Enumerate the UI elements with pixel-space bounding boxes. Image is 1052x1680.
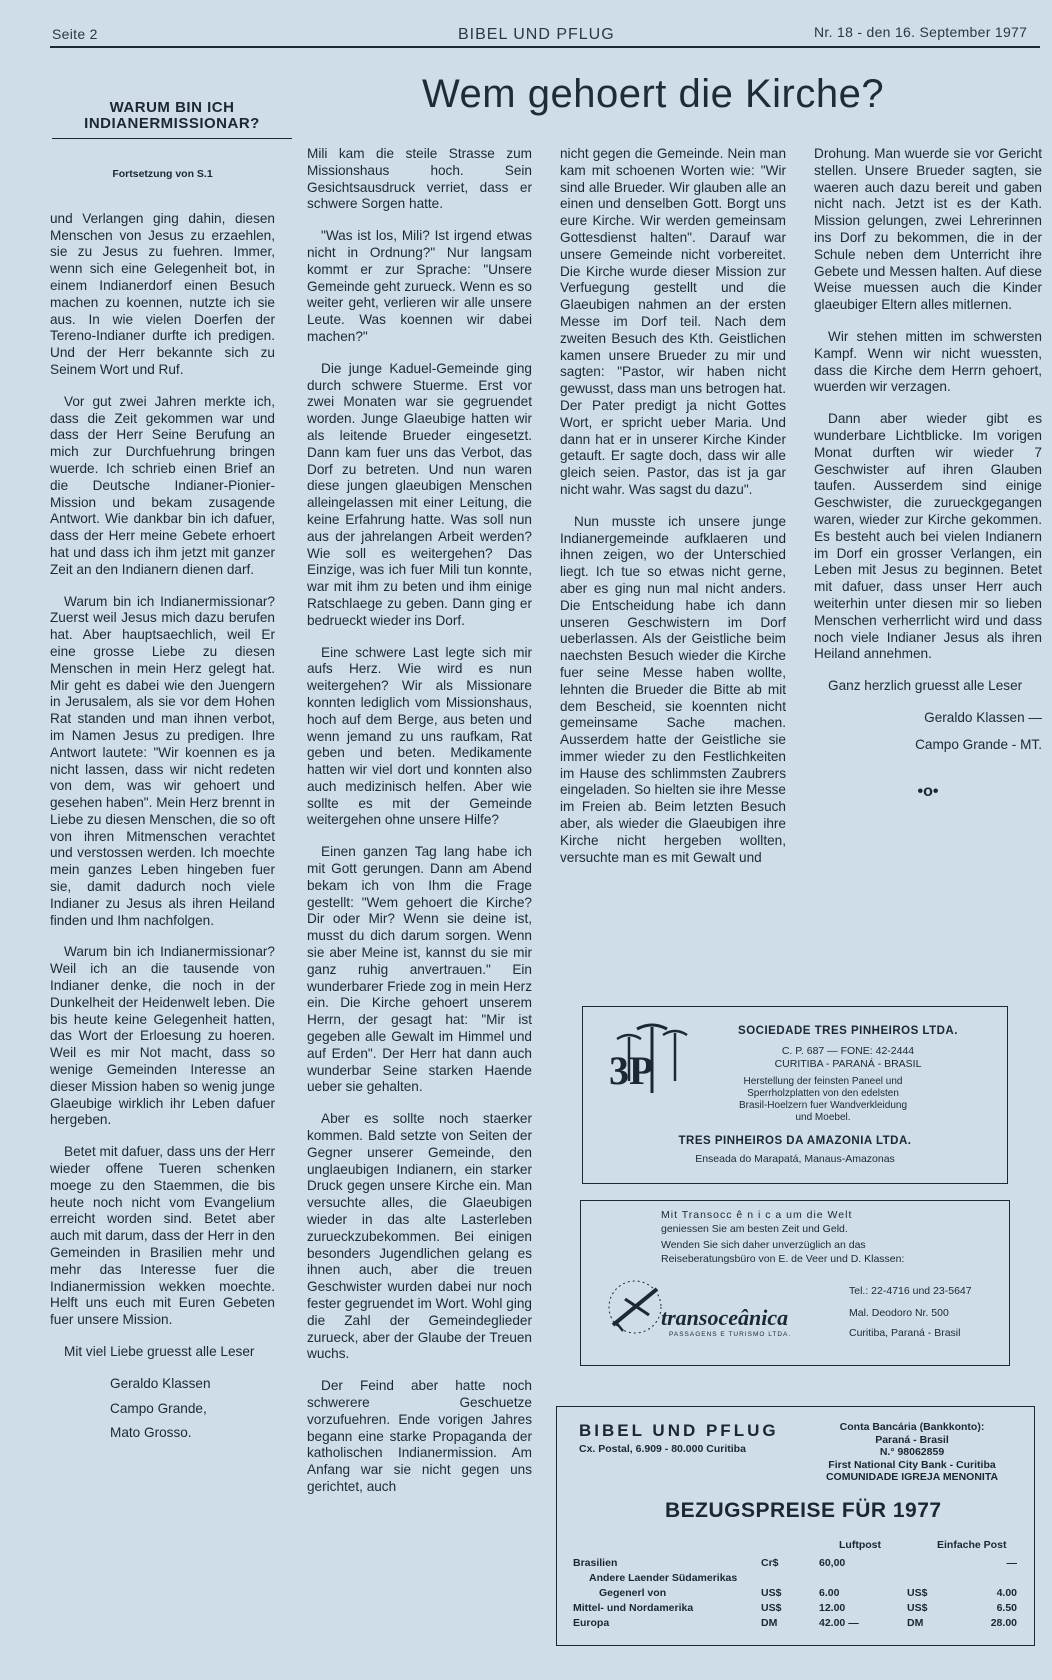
paragraph: Ganz herzlich gruesst alle Leser <box>828 678 1023 694</box>
ad-desc: Brasil-Hoelzern fuer Wandverkleidung <box>738 1100 908 1111</box>
paragraph: Warum bin ich Indianermissionar? Weil ich an die tausende von Indianer denke, die noch in der Dunkelheit der Heidenwelt leben. Die bis heute keine Gelegenheit hatten, das Wort der Erloesung zu hoeren. Weil es mir Not macht, dass so wenige Gemeinden Interesse an dieser Mission haben so wenig junge Glaeubige wirklich ihr Leben dafuer hergeben. <box>50 944 275 1128</box>
continued-note: Fortsetzung von S.1 <box>112 168 213 180</box>
ad-line: Wenden Sie sich daher unverzüglich an das <box>661 1239 866 1251</box>
table-row <box>569 1570 1021 1585</box>
air-price <box>815 1570 903 1585</box>
end-mark: •o• <box>917 782 939 800</box>
signature-name: Geraldo Klassen — <box>924 709 1042 725</box>
bank-holder: COMUNIDADE IGREJA MENONITA <box>825 1471 999 1483</box>
currency <box>903 1555 951 1570</box>
region: Gegenerl von <box>599 1586 667 1599</box>
col-air: Luftpost <box>839 1539 881 1551</box>
ad-desc: Sperrholzplatten von den edelsten <box>747 1088 899 1099</box>
sub-postal: Cx. Postal, 6.909 - 80.000 Curitiba <box>579 1443 746 1455</box>
bank-state: Paraná - Brasil <box>875 1433 949 1446</box>
bank-number: N.° 98062859 <box>879 1446 945 1458</box>
currency: DM <box>907 1616 924 1629</box>
ad-city: CURITIBA - PARANÁ - BRASIL <box>774 1058 922 1070</box>
subtitle-line-2: INDIANERMISSIONAR? <box>84 115 260 132</box>
col-simple: Einfache Post <box>937 1539 1007 1551</box>
ad-tel: Tel.: 22-4716 und 23-5647 <box>849 1285 972 1297</box>
issue-info: Nr. 18 - den 16. September 1977 <box>814 24 1028 40</box>
ad-logo-text: 3P <box>609 1048 654 1093</box>
paragraph: Eine schwere Last legte sich mir aufs Herz. Wie wird es nun weitergehen? Wir als Missionare konnten lediglich vom Missionshaus, hoch auf dem Berge, aus beten und wenn jemand zu uns raufkam, Rat geben und beten. Medikamente hatten wir viel dort und konnten also auch medizinisch helfen. Aber wie sollte es mit der Gemeinde weitergehen ohne unsere Hilfe? <box>307 644 532 828</box>
paragraph: Aber es sollte noch staerker kommen. Bald setzte von Seiten der Gegner unserer Gemeinde, den unglaeubigen Indianern, ein starker Druck gegen unsere Kirche ein. Man versuchte alles, die Glaeubigen wieder in das alte Lasterleben zurueckzubekommen. Bei einigen besonders Jugendlichen gelang es ihnen auch, aber die treuen Geschwister wurden dabei nur noch fester gegruendet im Wort. Wohl ging die Zahl der Gemeindeglieder zurueck, aber der Glaube der Treuen wuchs. <box>307 1111 532 1362</box>
ad-transoceanica <box>580 1200 1010 1366</box>
paragraph: Betet mit dafuer, dass uns der Herr wieder offene Tueren schenken moege zu den Staemmen, die bis heute noch nicht vom Evangelium erreicht worden sind. Betet aber auch mit darum, dass der Herr in den Gemeinden in Brasilien mehr und mehr das Interesse fuer die Indianermission wekken moechte. Helft uns euch mit Euren Gebeten fuer unsere Mission. <box>50 1144 275 1328</box>
subscription-box <box>556 1406 1035 1646</box>
subtitle-rule <box>52 138 292 139</box>
currency <box>903 1570 951 1585</box>
table-row <box>569 1555 1021 1570</box>
simple-price: 28.00 <box>990 1616 1017 1629</box>
simple-price: 6.50 <box>996 1601 1017 1614</box>
ad-line: geniessen Sie am besten Zeit und Geld. <box>661 1223 848 1235</box>
air-price: 60,00 <box>819 1556 846 1569</box>
bank-title: Conta Bancária (Bankkonto): <box>839 1421 985 1433</box>
region: Brasilien <box>573 1556 618 1569</box>
table-row <box>569 1615 1021 1630</box>
subtitle-line-1: WARUM BIN ICH <box>109 99 235 116</box>
signature-region: Mato Grosso. <box>110 1425 192 1441</box>
paragraph: "Was ist los, Mili? Ist irgend etwas nicht in Ordnung?" Nur langsam kommt er zur Sprache: "Unsere Gemeinde geht zurueck. Wenn es so weiter geht, verlieren wir alle unsere Leute. Was koennen wir dabei machen?" <box>307 228 532 344</box>
paragraph: Mili kam die steile Strasse zum Missionshaus hoch. Sein Gesichtsausdruck verriet, dass er schwere Sorgen hatte. <box>307 146 532 212</box>
region: Europa <box>573 1616 610 1629</box>
signature-name: Geraldo Klassen <box>110 1375 211 1391</box>
currency: US$ <box>761 1586 782 1599</box>
table-row <box>569 1585 1021 1600</box>
currency: US$ <box>761 1601 782 1614</box>
currency <box>757 1570 815 1585</box>
currency: US$ <box>907 1586 928 1599</box>
article-subtitle <box>52 100 292 132</box>
ad-company-2: TRES PINHEIROS DA AMAZONIA LTDA. <box>678 1135 912 1147</box>
ad-street: Mal. Deodoro Nr. 500 <box>849 1307 949 1319</box>
paragraph: Wir stehen mitten im schwersten Kampf. Wenn wir nicht wuessten, dass die Kirche dem Herrn gehoert, wuerden wir verzagen. <box>814 328 1042 395</box>
ad-desc: und Moebel. <box>795 1112 851 1123</box>
currency: DM <box>761 1616 778 1629</box>
paragraph: Einen ganzen Tag lang habe ich mit Gott gerungen. Dann am Abend bekam ich von Ihm die Frage gestellt: "Wem gehoert die Kirche? Dir oder Mir? Wenn sie deine ist, musst du dich darum sorgen. Wenn sie aber Meine ist, kannst du sie mir ganz ruhig anvertrauen." Ein wunderbarer Friede zog in mein Herz ein. Die Kirche gehoert unserem Herrn, der gesagt hat: "Mir ist gegeben alle Gewalt im Himmel und auf Erden". Der Herr hat dann auch wunderbar Seine starken Haende ueber sie gehalten. <box>307 844 532 1095</box>
ad-desc: Herstellung der feinsten Paneel und <box>743 1076 903 1087</box>
paragraph: Vor gut zwei Jahren merkte ich, dass die Zeit gekommen war und dass der Herr Seine Berufung an mich zur Durchfuehrung bringen wuerde. Ich schrieb einen Brief an die Deutsche Indianer-Pionier-Mission und bekam zusagende Antwort. Wie dankbar bin ich dafuer, dass der Herr meine Gebete erhoert hat und dass ich ihm jetzt mit ganzer Zeit an den Indianern dienen darf. <box>50 393 275 577</box>
paragraph: Dann aber wieder gibt es wunderbare Lichtblicke. Im vorigen Monat durften wir wieder 7 Geschwister auf ihren Glauben taufen. Ausserdem sind einige Geschwister, die zurueckgegangen waren, wieder zur Kirche gekommen. Es besteht auch bei vielen Indianern im Dorf ein grosser Verlangen, ein Leben mit Jesus zu beginnen. Betet mit dafuer, dass unser Herr auch weiterhin unter diesen mir so lieben Menschen verherrlicht wird und dass noch viele Indianer Jesus als ihren Heiland annehmen. <box>814 411 1042 662</box>
airplane-icon <box>605 1277 665 1337</box>
column-1 <box>50 160 275 1450</box>
paragraph: Warum bin ich Indianermissionar? Zuerst weil Jesus mich dazu berufen hat. Aber hauptsaechlich, weil Er eine grosse Liebe zu diesen Menschen in mein Herz gelegt hat. Mir geht es dabei wie den Juengern in Jerusalem, als sie vor dem Hohen Rat standen und man ihnen verbot, im Namen Jesus zu predigen. Ihre Antwort lautete: "Wir koennen es ja nicht lassen, dass wir nicht redeten von dem, was wir gehoert und gesehen haben". Mein Herz brennt in Liebe zu diesen Menschen, die so oft von ihren Mitmenschen verachtet und verstossen werden. Ich moechte mein ganzes Leben hingeben fuer sie, damit dadurch noch viele Indianer zu Jesus als ihren Heiland finden und Ihm nachfolgen. <box>50 593 275 928</box>
column-3 <box>560 146 786 881</box>
price-table <box>569 1555 1021 1630</box>
paper-name: BIBEL UND PFLUG <box>458 26 615 43</box>
currency: US$ <box>907 1601 928 1614</box>
sub-paper-name: BIBEL UND PFLUG <box>579 1421 779 1440</box>
air-price: 6.00 <box>819 1586 840 1599</box>
paragraph: und Verlangen ging dahin, diesen Menschen von Jesus zu erzaehlen, sie zu Jesus zu fuehren. Immer, wenn sich eine Gelegenheit bot, in einem Indianerdorf einen Besuch machen zu koennen, nutzte ich sie aus. In wie vielen Doerfen der Tereno-Indianer durfte ich predigen. Und der Herr bekannte sich zu Seinem Wort und Ruf. <box>50 210 275 377</box>
table-row <box>569 1600 1021 1615</box>
paragraph: Mit viel Liebe gruesst alle Leser <box>64 1344 255 1359</box>
page-number: Seite 2 <box>52 26 98 42</box>
article-title: Wem gehoert die Kirche? <box>422 72 885 116</box>
signature-place: Campo Grande - MT. <box>915 736 1042 752</box>
region: Mittel- und Nordamerika <box>573 1601 694 1614</box>
ad-city: Curitiba, Paraná - Brasil <box>849 1327 961 1339</box>
paragraph: Die junge Kaduel-Gemeinde ging durch schwere Stuerme. Erst vor zwei Monaten war sie gegruendet worden. Junge Glaeubige hatten wir als leitende Brueder eingesetzt. Dann kam fuer uns das Verbot, das Dorf zu betreten. Und nun waren diese jungen glaeubigen Menschen alleingelassen mit einer Leitung, die keine Erfahrung hatte. Was soll nun aus der jahrelangen Arbeit werden? Wie soll es weitergehen? Das Einzige, was ich fuer Mili tun konnte, war mit ihm zu beten und ihm einige Ratschlaege zu geben. Dann ging er bedrueckt wieder ins Dorf. <box>307 360 532 628</box>
ad-location-2: Enseada do Marapatá, Manaus-Amazonas <box>695 1153 895 1165</box>
ad-brand: transoceânica <box>661 1305 789 1330</box>
ad-line: Mit Transocc ê n i c a um die Welt <box>661 1209 853 1221</box>
ad-tagline: PASSAGENS E TURISMO LTDA. <box>669 1331 792 1338</box>
region: Andere Laender Südamerikas <box>589 1571 738 1584</box>
simple-price <box>951 1570 1021 1585</box>
subscription-heading: BEZUGSPREISE FÜR 1977 <box>665 1499 942 1522</box>
paragraph: Der Feind aber hatte noch schwerere Geschuetze vorzufuehren. Ende vorigen Jahres begann eine starke Propaganda der katholischen Indianermission. Am Anfang war sie nicht gegen uns gerichtet, auch <box>307 1378 532 1494</box>
air-price: 12.00 <box>819 1601 846 1614</box>
column-4 <box>814 146 1042 815</box>
ad-address: C. P. 687 — FONE: 42-2444 <box>781 1045 915 1057</box>
simple-price: — <box>1006 1556 1017 1569</box>
bank-info <box>807 1421 1017 1484</box>
bank-name: First National City Bank - Curitiba <box>828 1458 996 1471</box>
column-2 <box>307 146 532 1511</box>
header-rule <box>50 46 1040 48</box>
signature-place: Campo Grande, <box>110 1400 207 1416</box>
ad-tres-pinheiros <box>582 1006 1008 1184</box>
currency: Cr$ <box>761 1556 779 1569</box>
paragraph: Nun musste ich unsere junge Indianergemeinde aufklaeren und ihnen zeigen, wo der Unterschied liegt. Ich tue so etwas nicht gerne, aber es ging nun mal nicht anders. Die Entscheidung habe ich dann unseren Geschwistern im Dorf ueberlassen. Als der Geistliche beim naechsten Besuch wieder die Kirche fuer seine Messe haben wollte, lehnten die Brueder die Bitte ab mit dem Bescheid, sie koennten nicht gemeinsame Sache machen. Ausserdem hatte der Geistliche sie immer wieder zu den Festlichkeiten im Hause des schlimmsten Zaubrers eingeladen. So hielten sie ihre Messe im Freien ab. Beim letzten Besuch aber, als wieder die Glaeubigen ihre Kirche nicht hergeben wollten, versuchte man es mit Gewalt und <box>560 513 786 865</box>
paragraph: Drohung. Man wuerde sie vor Gericht stellen. Unsere Brueder sagten, sie waeren auch dazu bereit und gaben nicht nach. Jetzt ist es der Kath. Mission gelungen, zwei Lehrerinnen ins Dorf zu bekommen, die in der Schule neben dem Unterricht ihre Gebete und Messen halten. Auf diese Weise muessen auch die Kinder glaeubiger Eltern alles mitlernen. <box>814 146 1042 313</box>
simple-price: 4.00 <box>996 1586 1017 1599</box>
ad-company: SOCIEDADE TRES PINHEIROS LTDA. <box>738 1025 958 1037</box>
air-price: 42.00 — <box>819 1616 859 1629</box>
paragraph: nicht gegen die Gemeinde. Nein man kam mit schoenen Worten wie: "Wir sind alle Brueder. Wir glauben alle an einen und denselben Gott. Borgt uns eure Kirche. Wir werden gemeinsam Gottesdienst halten". Darauf war unsere Gemeinde nicht vorbereitet. Die Kirche wurde dieser Mission zur Verfuegung gestellt und die Glaeubigen nahmen an der ersten Messe im Dorf teil. Nach dem zweiten Besuch des Kth. Geistlichen kamen unsere Brueder zu mir und sagten: "Pastor, wir haben nicht gewusst, dass man uns betrogen hat. Der Pater predigt ja nicht Gottes Wort, er spricht ueber Maria. Und dann hat er in unserer Kirche Kinder getauft. Er sagte doch, dass wir alle gleich seien. Pastor, das ist ja gar nicht wahr. Was sagst du dazu". <box>560 146 786 497</box>
ad-line: Reiseberatungsbüro von E. de Veer und D. Klassen: <box>661 1253 905 1265</box>
